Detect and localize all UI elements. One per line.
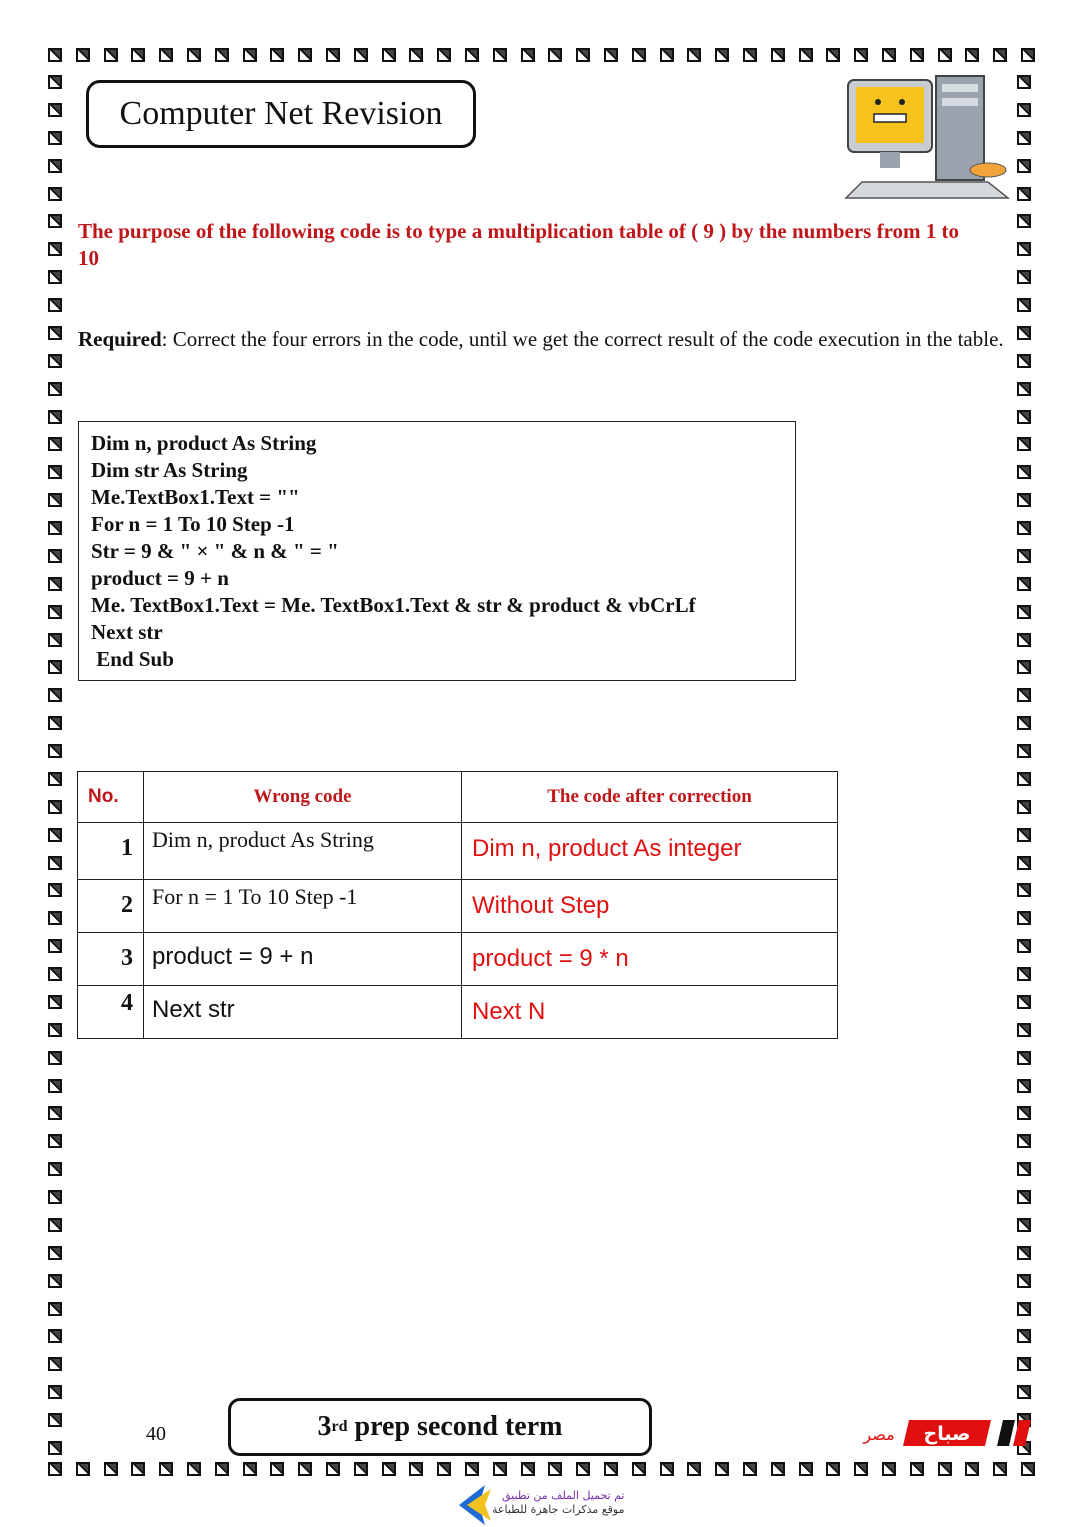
border-square-icon	[243, 1462, 257, 1476]
code-line: Dim n, product As String	[91, 431, 317, 455]
border-square-icon	[882, 1462, 896, 1476]
border-square-icon	[48, 549, 62, 563]
border-square-icon	[965, 48, 979, 62]
border-square-icon	[1017, 1218, 1031, 1232]
border-square-icon	[743, 48, 757, 62]
border-square-icon	[1017, 939, 1031, 953]
border-square-icon	[409, 48, 423, 62]
page-title-text: Computer Net Revision	[119, 95, 443, 132]
code-line: Str = 9 & " × " & n & " = "	[91, 539, 339, 563]
border-square-icon	[48, 800, 62, 814]
border-square-icon	[48, 1051, 62, 1065]
border-square-icon	[48, 75, 62, 89]
border-square-icon	[799, 48, 813, 62]
border-bottom	[48, 1462, 1035, 1480]
border-square-icon	[48, 939, 62, 953]
code-line: Me. TextBox1.Text = Me. TextBox1.Text & str & product & vbCrLf	[91, 593, 696, 617]
border-square-icon	[604, 1462, 618, 1476]
border-square-icon	[48, 1023, 62, 1037]
corrected-code-cell: Next N	[462, 986, 838, 1039]
border-square-icon	[48, 883, 62, 897]
wrong-code-cell: For n = 1 To 10 Step -1	[144, 880, 462, 933]
term-ordinal-suffix: rd	[331, 1418, 348, 1435]
border-square-icon	[409, 1462, 423, 1476]
border-square-icon	[187, 48, 201, 62]
border-square-icon	[910, 1462, 924, 1476]
border-square-icon	[48, 326, 62, 340]
border-square-icon	[326, 48, 340, 62]
border-square-icon	[48, 298, 62, 312]
border-square-icon	[48, 856, 62, 870]
watermark-line: تم تحميل الملف من تطبيق	[502, 1489, 625, 1502]
border-square-icon	[1017, 437, 1031, 451]
border-square-icon	[326, 1462, 340, 1476]
border-square-icon	[1017, 633, 1031, 647]
border-square-icon	[131, 48, 145, 62]
code-line: End Sub	[91, 647, 174, 671]
border-square-icon	[1017, 75, 1031, 89]
border-square-icon	[48, 382, 62, 396]
border-square-icon	[48, 633, 62, 647]
border-square-icon	[48, 521, 62, 535]
border-square-icon	[465, 48, 479, 62]
border-square-icon	[48, 995, 62, 1009]
code-line: Me.TextBox1.Text = ""	[91, 485, 300, 509]
border-square-icon	[632, 48, 646, 62]
border-square-icon	[1017, 772, 1031, 786]
wrong-code-cell: Dim n, product As String	[144, 823, 462, 880]
corrected-code-cell: product = 9 * n	[462, 933, 838, 986]
border-square-icon	[437, 48, 451, 62]
code-line: For n = 1 To 10 Step -1	[91, 512, 295, 536]
border-square-icon	[632, 1462, 646, 1476]
border-square-icon	[1017, 410, 1031, 424]
border-square-icon	[48, 660, 62, 674]
border-square-icon	[48, 242, 62, 256]
page-number: 40	[146, 1423, 166, 1445]
border-square-icon	[76, 1462, 90, 1476]
border-square-icon	[1017, 214, 1031, 228]
svg-text:صباح: صباح	[923, 1423, 971, 1445]
required-label: Required	[78, 327, 162, 351]
border-square-icon	[1017, 856, 1031, 870]
border-square-icon	[48, 354, 62, 368]
border-square-icon	[1017, 1134, 1031, 1148]
table-row	[78, 986, 838, 1039]
border-square-icon	[1017, 382, 1031, 396]
border-square-icon	[1017, 1357, 1031, 1371]
border-square-icon	[1017, 1023, 1031, 1037]
border-square-icon	[270, 1462, 284, 1476]
border-square-icon	[548, 48, 562, 62]
header-corrected-code: The code after correction	[462, 772, 838, 823]
border-square-icon	[1017, 159, 1031, 173]
watermark-line: موقع مذكرات جاهزة للطباعة	[492, 1503, 625, 1516]
border-square-icon	[48, 1246, 62, 1260]
border-square-icon	[437, 1462, 451, 1476]
border-square-icon	[159, 1462, 173, 1476]
border-square-icon	[48, 1385, 62, 1399]
border-square-icon	[882, 48, 896, 62]
border-square-icon	[1017, 1051, 1031, 1065]
border-square-icon	[1017, 1162, 1031, 1176]
border-square-icon	[938, 1462, 952, 1476]
computer-clipart-icon	[838, 70, 1018, 205]
border-square-icon	[854, 48, 868, 62]
term-text: prep second term	[347, 1411, 563, 1442]
wrong-code-cell: Next str	[144, 986, 462, 1039]
border-square-icon	[965, 1462, 979, 1476]
border-square-icon	[660, 48, 674, 62]
border-square-icon	[1017, 660, 1031, 674]
border-square-icon	[48, 1357, 62, 1371]
border-square-icon	[270, 48, 284, 62]
border-square-icon	[48, 187, 62, 201]
border-square-icon	[48, 493, 62, 507]
border-square-icon	[215, 1462, 229, 1476]
border-square-icon	[1017, 828, 1031, 842]
border-square-icon	[187, 1462, 201, 1476]
border-square-icon	[1017, 883, 1031, 897]
border-square-icon	[604, 48, 618, 62]
border-square-icon	[48, 1134, 62, 1148]
border-square-icon	[576, 48, 590, 62]
border-square-icon	[1017, 911, 1031, 925]
border-square-icon	[1017, 716, 1031, 730]
border-square-icon	[1021, 48, 1035, 62]
code-line: product = 9 + n	[91, 566, 229, 590]
border-square-icon	[1017, 298, 1031, 312]
border-square-icon	[48, 1441, 62, 1455]
border-square-icon	[1017, 605, 1031, 619]
border-left	[48, 75, 66, 1455]
border-square-icon	[465, 1462, 479, 1476]
table-row	[78, 880, 838, 933]
border-square-icon	[48, 465, 62, 479]
code-line: Dim str As String	[91, 458, 248, 482]
border-square-icon	[993, 1462, 1007, 1476]
header-no: No.	[78, 772, 144, 823]
border-square-icon	[1017, 103, 1031, 117]
border-square-icon	[1017, 967, 1031, 981]
border-square-icon	[1017, 1274, 1031, 1288]
border-square-icon	[159, 48, 173, 62]
border-square-icon	[48, 1079, 62, 1093]
border-square-icon	[771, 48, 785, 62]
border-square-icon	[382, 48, 396, 62]
border-square-icon	[1017, 131, 1031, 145]
border-square-icon	[1021, 1462, 1035, 1476]
row-number: 4	[78, 986, 144, 1039]
border-square-icon	[1017, 1385, 1031, 1399]
border-square-icon	[48, 437, 62, 451]
border-square-icon	[521, 48, 535, 62]
border-right	[1017, 75, 1035, 1455]
row-number: 2	[78, 880, 144, 933]
border-square-icon	[48, 1302, 62, 1316]
border-top	[48, 48, 1035, 66]
border-square-icon	[48, 410, 62, 424]
border-square-icon	[771, 1462, 785, 1476]
border-square-icon	[48, 1413, 62, 1427]
watermark-text	[492, 1489, 625, 1517]
border-square-icon	[1017, 521, 1031, 535]
border-square-icon	[521, 1462, 535, 1476]
border-square-icon	[1017, 1079, 1031, 1093]
border-square-icon	[1017, 242, 1031, 256]
code-line: Next str	[91, 620, 163, 644]
border-square-icon	[1017, 577, 1031, 591]
wrong-code-cell: product = 9 + n	[144, 933, 462, 986]
border-square-icon	[1017, 1302, 1031, 1316]
border-square-icon	[104, 1462, 118, 1476]
border-square-icon	[48, 911, 62, 925]
border-square-icon	[298, 48, 312, 62]
border-square-icon	[1017, 270, 1031, 284]
border-square-icon	[1017, 995, 1031, 1009]
border-square-icon	[382, 1462, 396, 1476]
corrected-code-cell: Without Step	[462, 880, 838, 933]
border-square-icon	[854, 1462, 868, 1476]
border-square-icon	[1017, 800, 1031, 814]
border-square-icon	[1017, 1246, 1031, 1260]
border-square-icon	[1017, 1106, 1031, 1120]
term-ordinal: 3	[317, 1411, 332, 1442]
required-instruction	[78, 326, 1008, 353]
border-square-icon	[48, 716, 62, 730]
border-square-icon	[493, 1462, 507, 1476]
border-square-icon	[48, 1162, 62, 1176]
border-square-icon	[910, 48, 924, 62]
border-square-icon	[48, 159, 62, 173]
border-square-icon	[1017, 1190, 1031, 1204]
required-text: : Correct the four errors in the code, until we get the correct result of the code execution in the table.	[161, 327, 1004, 351]
border-square-icon	[826, 48, 840, 62]
code-block	[78, 421, 796, 681]
border-square-icon	[1017, 549, 1031, 563]
border-square-icon	[493, 48, 507, 62]
border-square-icon	[743, 1462, 757, 1476]
border-square-icon	[687, 48, 701, 62]
corrected-code-cell: Dim n, product As integer	[462, 823, 838, 880]
row-number: 3	[78, 933, 144, 986]
border-square-icon	[48, 103, 62, 117]
border-square-icon	[354, 48, 368, 62]
border-square-icon	[799, 1462, 813, 1476]
border-square-icon	[48, 270, 62, 284]
border-square-icon	[715, 1462, 729, 1476]
border-square-icon	[48, 577, 62, 591]
header-wrong-code: Wrong code	[144, 772, 462, 823]
border-square-icon	[298, 1462, 312, 1476]
border-square-icon	[243, 48, 257, 62]
border-square-icon	[48, 131, 62, 145]
border-square-icon	[48, 214, 62, 228]
correction-table	[77, 771, 838, 1039]
border-square-icon	[1017, 187, 1031, 201]
border-square-icon	[131, 1462, 145, 1476]
border-square-icon	[48, 744, 62, 758]
border-square-icon	[48, 772, 62, 786]
border-square-icon	[1017, 688, 1031, 702]
table-row	[78, 933, 838, 986]
border-square-icon	[1017, 493, 1031, 507]
border-square-icon	[215, 48, 229, 62]
border-square-icon	[576, 1462, 590, 1476]
border-square-icon	[548, 1462, 562, 1476]
table-header-row	[78, 772, 838, 823]
border-square-icon	[48, 1218, 62, 1232]
border-square-icon	[48, 1274, 62, 1288]
table-row	[78, 823, 838, 880]
border-square-icon	[660, 1462, 674, 1476]
term-label	[228, 1398, 652, 1456]
border-square-icon	[48, 1329, 62, 1343]
purpose-statement: The purpose of the following code is to type a multiplication table of ( 9 ) by the numbers from 1 to 10	[78, 219, 960, 270]
border-square-icon	[48, 1462, 62, 1476]
border-square-icon	[1017, 465, 1031, 479]
border-square-icon	[1017, 744, 1031, 758]
border-square-icon	[938, 48, 952, 62]
border-square-icon	[48, 1106, 62, 1120]
border-square-icon	[354, 1462, 368, 1476]
border-square-icon	[687, 1462, 701, 1476]
row-number: 1	[78, 823, 144, 880]
border-square-icon	[1017, 1329, 1031, 1343]
border-square-icon	[48, 828, 62, 842]
border-square-icon	[104, 48, 118, 62]
border-square-icon	[715, 48, 729, 62]
brand-logo-icon	[855, 1410, 1035, 1450]
border-square-icon	[993, 48, 1007, 62]
border-square-icon	[76, 48, 90, 62]
border-square-icon	[48, 1190, 62, 1204]
border-square-icon	[48, 605, 62, 619]
border-square-icon	[1017, 354, 1031, 368]
border-square-icon	[48, 48, 62, 62]
border-square-icon	[48, 688, 62, 702]
svg-text:مصر: مصر	[863, 1425, 895, 1444]
page-title	[86, 80, 476, 148]
border-square-icon	[48, 967, 62, 981]
border-square-icon	[826, 1462, 840, 1476]
border-square-icon	[1017, 326, 1031, 340]
